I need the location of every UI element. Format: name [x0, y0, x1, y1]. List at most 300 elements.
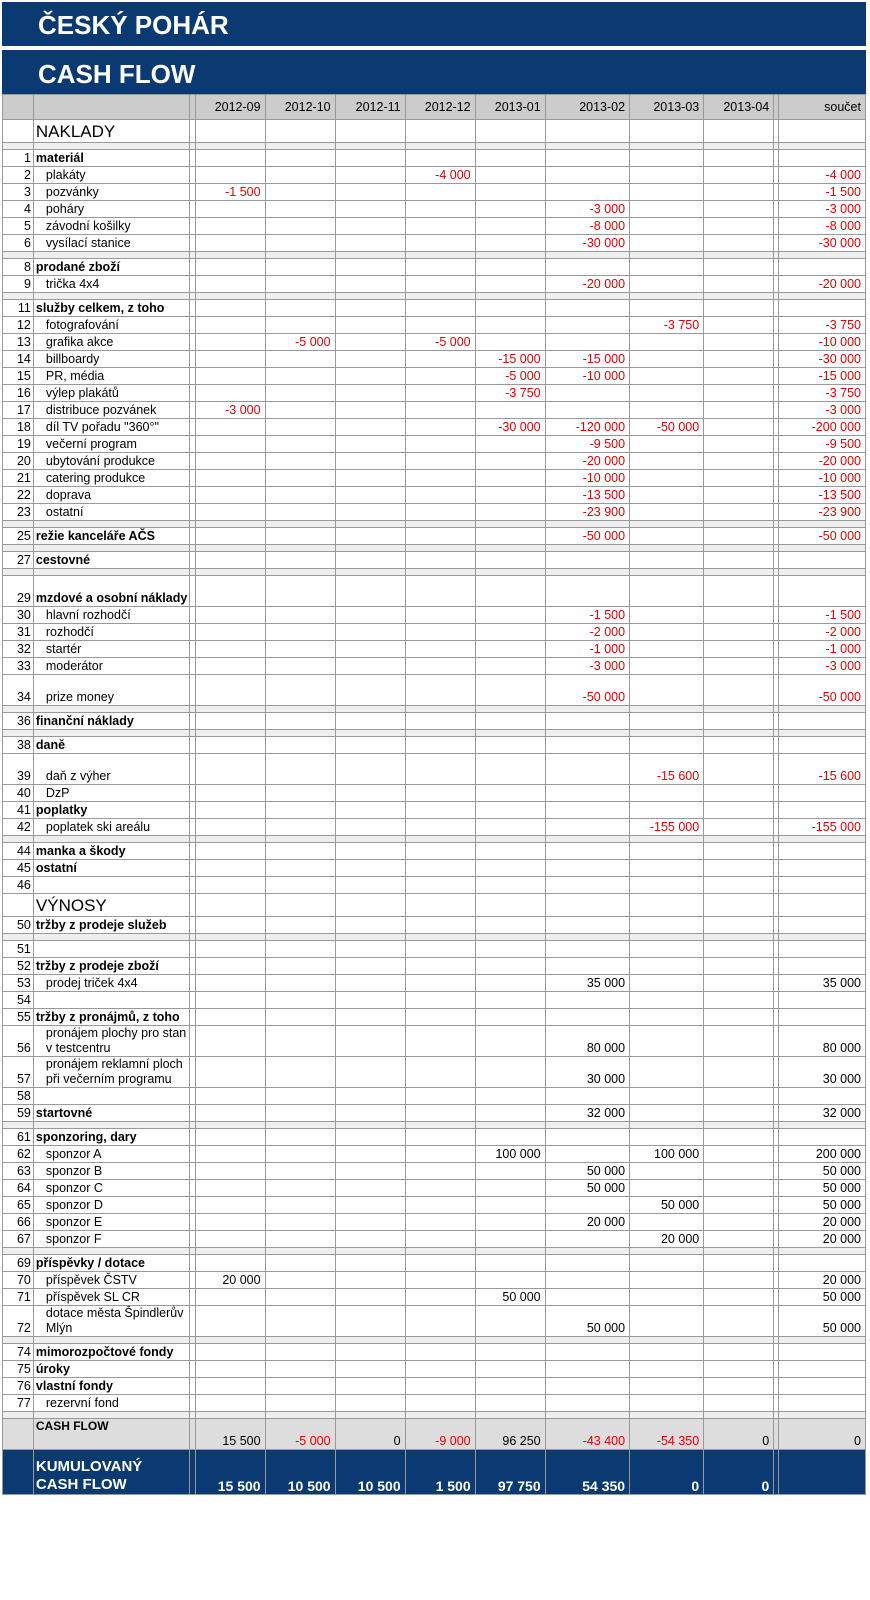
total-cell: 200 000	[779, 1146, 866, 1163]
value-cell	[335, 528, 405, 545]
value-cell	[475, 877, 545, 894]
empty-cell	[265, 894, 335, 917]
value-cell	[630, 1344, 704, 1361]
value-cell	[335, 641, 405, 658]
value-cell	[265, 235, 335, 252]
value-cell	[195, 754, 265, 785]
value-cell	[545, 1289, 629, 1306]
value-cell: -10 000	[545, 368, 629, 385]
total-cell: 20 000	[779, 1231, 866, 1248]
value-cell	[475, 552, 545, 569]
row-label: večerní program	[33, 436, 190, 453]
value-cell	[475, 1057, 545, 1088]
table-row	[3, 877, 866, 894]
value-cell	[405, 675, 475, 706]
value-cell	[195, 1026, 265, 1057]
value-cell	[265, 1214, 335, 1231]
spacer-cell	[475, 143, 545, 150]
spacer-cell	[33, 1122, 190, 1129]
value-cell	[405, 754, 475, 785]
table-row	[3, 317, 866, 334]
spacer-cell	[265, 730, 335, 737]
row-label: poplatek ski areálu	[33, 819, 190, 836]
value-cell	[195, 1214, 265, 1231]
spacer-cell	[195, 730, 265, 737]
table-row	[3, 368, 866, 385]
table-row	[3, 802, 866, 819]
row-label: rezervní fond	[33, 1395, 190, 1412]
table-row	[3, 1361, 866, 1378]
row-label: startovné	[33, 1105, 190, 1122]
value-cell	[265, 658, 335, 675]
value-cell	[405, 860, 475, 877]
value-cell	[405, 737, 475, 754]
value-cell	[195, 992, 265, 1009]
row-label: CASH FLOW	[33, 1419, 190, 1450]
label-header	[33, 95, 190, 120]
row-number: 56	[3, 1026, 34, 1057]
table-row	[3, 1129, 866, 1146]
table-row	[3, 385, 866, 402]
value-cell	[195, 1129, 265, 1146]
table-row	[3, 713, 866, 730]
value-cell	[704, 150, 774, 167]
value-cell	[475, 802, 545, 819]
row-number: 36	[3, 713, 34, 730]
total-cell: -23 900	[779, 504, 866, 521]
total-cell: -50 000	[779, 528, 866, 545]
value-cell	[475, 941, 545, 958]
row-label: DzP	[33, 785, 190, 802]
row-number: 50	[3, 917, 34, 934]
spacer-cell	[265, 836, 335, 843]
spacer-cell	[779, 1122, 866, 1129]
row-number: 75	[3, 1361, 34, 1378]
value-cell	[265, 470, 335, 487]
value-cell	[265, 802, 335, 819]
spacer-cell	[779, 521, 866, 528]
spacer-cell	[265, 706, 335, 713]
value-cell	[195, 1163, 265, 1180]
value-cell	[475, 201, 545, 218]
value-cell	[265, 641, 335, 658]
value-cell	[475, 1214, 545, 1231]
value-cell	[704, 607, 774, 624]
table-row	[3, 167, 866, 184]
row-number: 16	[3, 385, 34, 402]
row-label: PR, média	[33, 368, 190, 385]
row-number: 12	[3, 317, 34, 334]
value-cell	[335, 802, 405, 819]
value-cell: -1 500	[195, 184, 265, 201]
value-cell	[475, 235, 545, 252]
value-cell	[630, 713, 704, 730]
value-cell	[265, 1009, 335, 1026]
total-cell	[779, 1378, 866, 1395]
spacer-cell	[195, 545, 265, 552]
value-cell	[475, 1395, 545, 1412]
row-number: 71	[3, 1289, 34, 1306]
value-cell	[630, 917, 704, 934]
table-row	[3, 675, 866, 706]
value-cell	[195, 958, 265, 975]
value-cell	[630, 470, 704, 487]
value-cell: -15 600	[630, 754, 704, 785]
total-cell: -3 000	[779, 402, 866, 419]
value-cell	[704, 1344, 774, 1361]
value-cell	[405, 1146, 475, 1163]
value-cell	[630, 1026, 704, 1057]
spacer-cell	[195, 1412, 265, 1419]
row-number	[3, 1419, 34, 1450]
value-cell	[630, 1180, 704, 1197]
value-cell	[335, 975, 405, 992]
value-cell	[195, 1361, 265, 1378]
spacer-cell	[704, 706, 774, 713]
value-cell	[475, 218, 545, 235]
value-cell	[405, 941, 475, 958]
row-label	[33, 877, 190, 894]
table-row	[3, 300, 866, 317]
spacer-cell	[545, 1122, 629, 1129]
row-number: 57	[3, 1057, 34, 1088]
value-cell	[195, 419, 265, 436]
table-row	[3, 1180, 866, 1197]
row-number: 61	[3, 1129, 34, 1146]
spacer-cell	[545, 934, 629, 941]
value-cell	[475, 317, 545, 334]
value-cell	[704, 1129, 774, 1146]
spacer-cell	[704, 252, 774, 259]
value-cell	[405, 713, 475, 730]
value-cell	[265, 1026, 335, 1057]
spacer-cell	[33, 934, 190, 941]
table-row	[3, 958, 866, 975]
total-cell	[779, 802, 866, 819]
value-cell: -1 500	[545, 607, 629, 624]
row-label: služby celkem, z toho	[33, 300, 190, 317]
spacer-row	[3, 1248, 866, 1255]
cashflow-row	[3, 1419, 866, 1450]
spacer-cell	[545, 1337, 629, 1344]
spacer-row	[3, 545, 866, 552]
value-cell	[630, 1255, 704, 1272]
column-header: 2012-11	[335, 95, 405, 120]
spacer-cell	[335, 934, 405, 941]
value-cell	[195, 802, 265, 819]
value-cell	[630, 624, 704, 641]
row-label: moderátor	[33, 658, 190, 675]
row-number: 13	[3, 334, 34, 351]
page-subtitle: CASH FLOW	[38, 59, 196, 89]
spacer-cell	[3, 730, 34, 737]
value-cell	[335, 504, 405, 521]
value-cell	[704, 419, 774, 436]
row-label: poháry	[33, 201, 190, 218]
value-cell	[335, 334, 405, 351]
table-row	[3, 259, 866, 276]
spacer-cell	[545, 569, 629, 576]
value-cell	[630, 487, 704, 504]
table-row	[3, 1088, 866, 1105]
value-cell	[195, 552, 265, 569]
value-cell	[335, 941, 405, 958]
value-cell	[195, 1231, 265, 1248]
spacer-cell	[405, 293, 475, 300]
column-header-row	[3, 95, 866, 120]
value-cell	[545, 958, 629, 975]
row-label: distribuce pozvánek	[33, 402, 190, 419]
value-cell: 0	[704, 1419, 774, 1450]
value-cell	[335, 184, 405, 201]
value-cell	[335, 1057, 405, 1088]
spacer-cell	[265, 521, 335, 528]
row-label: závodní košilky	[33, 218, 190, 235]
total-cell: 50 000	[779, 1163, 866, 1180]
value-cell	[265, 419, 335, 436]
empty-cell	[704, 894, 774, 917]
spacer-cell	[33, 143, 190, 150]
value-cell: -30 000	[545, 235, 629, 252]
table-row	[3, 1231, 866, 1248]
value-cell: -3 000	[195, 402, 265, 419]
total-cell: -200 000	[779, 419, 866, 436]
value-cell	[405, 576, 475, 607]
value-cell	[265, 276, 335, 293]
value-cell	[195, 737, 265, 754]
spacer-cell	[265, 293, 335, 300]
value-cell	[704, 453, 774, 470]
value-cell	[405, 184, 475, 201]
spacer-cell	[265, 1248, 335, 1255]
value-cell	[335, 819, 405, 836]
spacer-cell	[33, 545, 190, 552]
spacer-cell	[405, 143, 475, 150]
total-cell: -2 000	[779, 624, 866, 641]
table-row	[3, 436, 866, 453]
value-cell	[630, 1306, 704, 1337]
row-label: startér	[33, 641, 190, 658]
table-row	[3, 1009, 866, 1026]
value-cell	[630, 504, 704, 521]
row-label: režie kanceláře AČS	[33, 528, 190, 545]
value-cell: 96 250	[475, 1419, 545, 1450]
value-cell	[405, 402, 475, 419]
value-cell	[630, 1105, 704, 1122]
value-cell: -3 000	[545, 201, 629, 218]
row-number: 69	[3, 1255, 34, 1272]
row-label: prodané zboží	[33, 259, 190, 276]
value-cell	[335, 737, 405, 754]
value-cell	[335, 470, 405, 487]
row-label: ubytování produkce	[33, 453, 190, 470]
value-cell	[405, 259, 475, 276]
row-label: sponzor D	[33, 1197, 190, 1214]
value-cell	[475, 1163, 545, 1180]
spacer-cell	[704, 569, 774, 576]
value-cell	[545, 819, 629, 836]
total-cell: 20 000	[779, 1272, 866, 1289]
value-cell: 54 350	[545, 1450, 629, 1495]
value-cell	[630, 276, 704, 293]
value-cell	[405, 917, 475, 934]
spacer-cell	[335, 521, 405, 528]
value-cell	[195, 1009, 265, 1026]
row-label: trička 4x4	[33, 276, 190, 293]
value-cell	[265, 351, 335, 368]
row-number: 32	[3, 641, 34, 658]
value-cell	[195, 641, 265, 658]
value-cell	[630, 1289, 704, 1306]
value-cell	[265, 917, 335, 934]
spacer-cell	[779, 1337, 866, 1344]
row-label: příspěvek SL CR	[33, 1289, 190, 1306]
spacer-cell	[630, 569, 704, 576]
spacer-cell	[704, 1122, 774, 1129]
empty-cell	[335, 894, 405, 917]
row-number	[3, 894, 34, 917]
value-cell	[265, 402, 335, 419]
row-label: catering produkce	[33, 470, 190, 487]
value-cell	[704, 385, 774, 402]
row-label: ostatní	[33, 504, 190, 521]
value-cell: 10 500	[335, 1450, 405, 1495]
value-cell	[704, 1231, 774, 1248]
value-cell: 20 000	[630, 1231, 704, 1248]
value-cell	[195, 1180, 265, 1197]
value-cell: 97 750	[475, 1450, 545, 1495]
table-row	[3, 528, 866, 545]
subtitle-bar	[2, 50, 866, 94]
value-cell	[405, 641, 475, 658]
row-number-header	[3, 95, 34, 120]
value-cell	[265, 167, 335, 184]
row-number: 62	[3, 1146, 34, 1163]
value-cell	[704, 402, 774, 419]
value-cell: 20 000	[195, 1272, 265, 1289]
total-cell: -13 500	[779, 487, 866, 504]
value-cell	[405, 992, 475, 1009]
total-cell: 30 000	[779, 1057, 866, 1088]
value-cell	[195, 1255, 265, 1272]
total-cell	[779, 713, 866, 730]
table-row	[3, 184, 866, 201]
total-cell	[779, 917, 866, 934]
total-cell: -10 000	[779, 470, 866, 487]
value-cell	[265, 259, 335, 276]
value-cell	[195, 1057, 265, 1088]
value-cell	[704, 975, 774, 992]
value-cell: 0	[335, 1419, 405, 1450]
value-cell	[335, 1129, 405, 1146]
value-cell	[195, 975, 265, 992]
value-cell: -120 000	[545, 419, 629, 436]
total-cell	[779, 1361, 866, 1378]
row-number: 14	[3, 351, 34, 368]
value-cell	[545, 737, 629, 754]
spacer-cell	[195, 706, 265, 713]
spacer-cell	[630, 521, 704, 528]
value-cell	[475, 470, 545, 487]
row-number: 18	[3, 419, 34, 436]
spacer-cell	[3, 252, 34, 259]
spacer-cell	[33, 1248, 190, 1255]
value-cell	[195, 785, 265, 802]
value-cell	[265, 1272, 335, 1289]
spacer-cell	[475, 1337, 545, 1344]
value-cell	[475, 1129, 545, 1146]
column-header: 2013-03	[630, 95, 704, 120]
total-cell: -9 500	[779, 436, 866, 453]
value-cell	[630, 167, 704, 184]
value-cell	[265, 1289, 335, 1306]
spacer-cell	[33, 730, 190, 737]
row-number: 70	[3, 1272, 34, 1289]
value-cell	[335, 1197, 405, 1214]
value-cell	[195, 470, 265, 487]
value-cell	[545, 167, 629, 184]
spacer-cell	[3, 293, 34, 300]
value-cell	[265, 1255, 335, 1272]
row-label: prodej triček 4x4	[33, 975, 190, 992]
spacer-cell	[779, 1412, 866, 1419]
spacer-cell	[405, 730, 475, 737]
empty-cell	[545, 894, 629, 917]
row-number: 41	[3, 802, 34, 819]
value-cell: -155 000	[630, 819, 704, 836]
table-row	[3, 785, 866, 802]
value-cell	[265, 576, 335, 607]
table-row	[3, 276, 866, 293]
value-cell	[630, 958, 704, 975]
value-cell	[475, 487, 545, 504]
value-cell	[475, 860, 545, 877]
value-cell	[335, 1289, 405, 1306]
column-header: 2013-04	[704, 95, 774, 120]
value-cell	[630, 528, 704, 545]
row-label: výlep plakátů	[33, 385, 190, 402]
value-cell: -20 000	[545, 453, 629, 470]
value-cell	[265, 1378, 335, 1395]
total-cell: -3 750	[779, 317, 866, 334]
value-cell	[195, 334, 265, 351]
table-row	[3, 917, 866, 934]
total-cell	[779, 1450, 866, 1495]
value-cell	[335, 1105, 405, 1122]
value-cell	[545, 552, 629, 569]
table-row	[3, 1026, 866, 1057]
spacer-cell	[33, 252, 190, 259]
value-cell	[405, 351, 475, 368]
value-cell	[265, 1231, 335, 1248]
spacer-cell	[545, 1412, 629, 1419]
column-header: 2012-12	[405, 95, 475, 120]
row-label: grafika akce	[33, 334, 190, 351]
value-cell	[704, 992, 774, 1009]
value-cell	[405, 1009, 475, 1026]
value-cell	[265, 754, 335, 785]
spacer-cell	[33, 836, 190, 843]
value-cell	[405, 1163, 475, 1180]
value-cell	[405, 218, 475, 235]
value-cell	[545, 1129, 629, 1146]
table-row	[3, 1105, 866, 1122]
row-number: 42	[3, 819, 34, 836]
value-cell	[475, 300, 545, 317]
spacer-cell	[265, 1122, 335, 1129]
table-row	[3, 235, 866, 252]
row-number: 21	[3, 470, 34, 487]
